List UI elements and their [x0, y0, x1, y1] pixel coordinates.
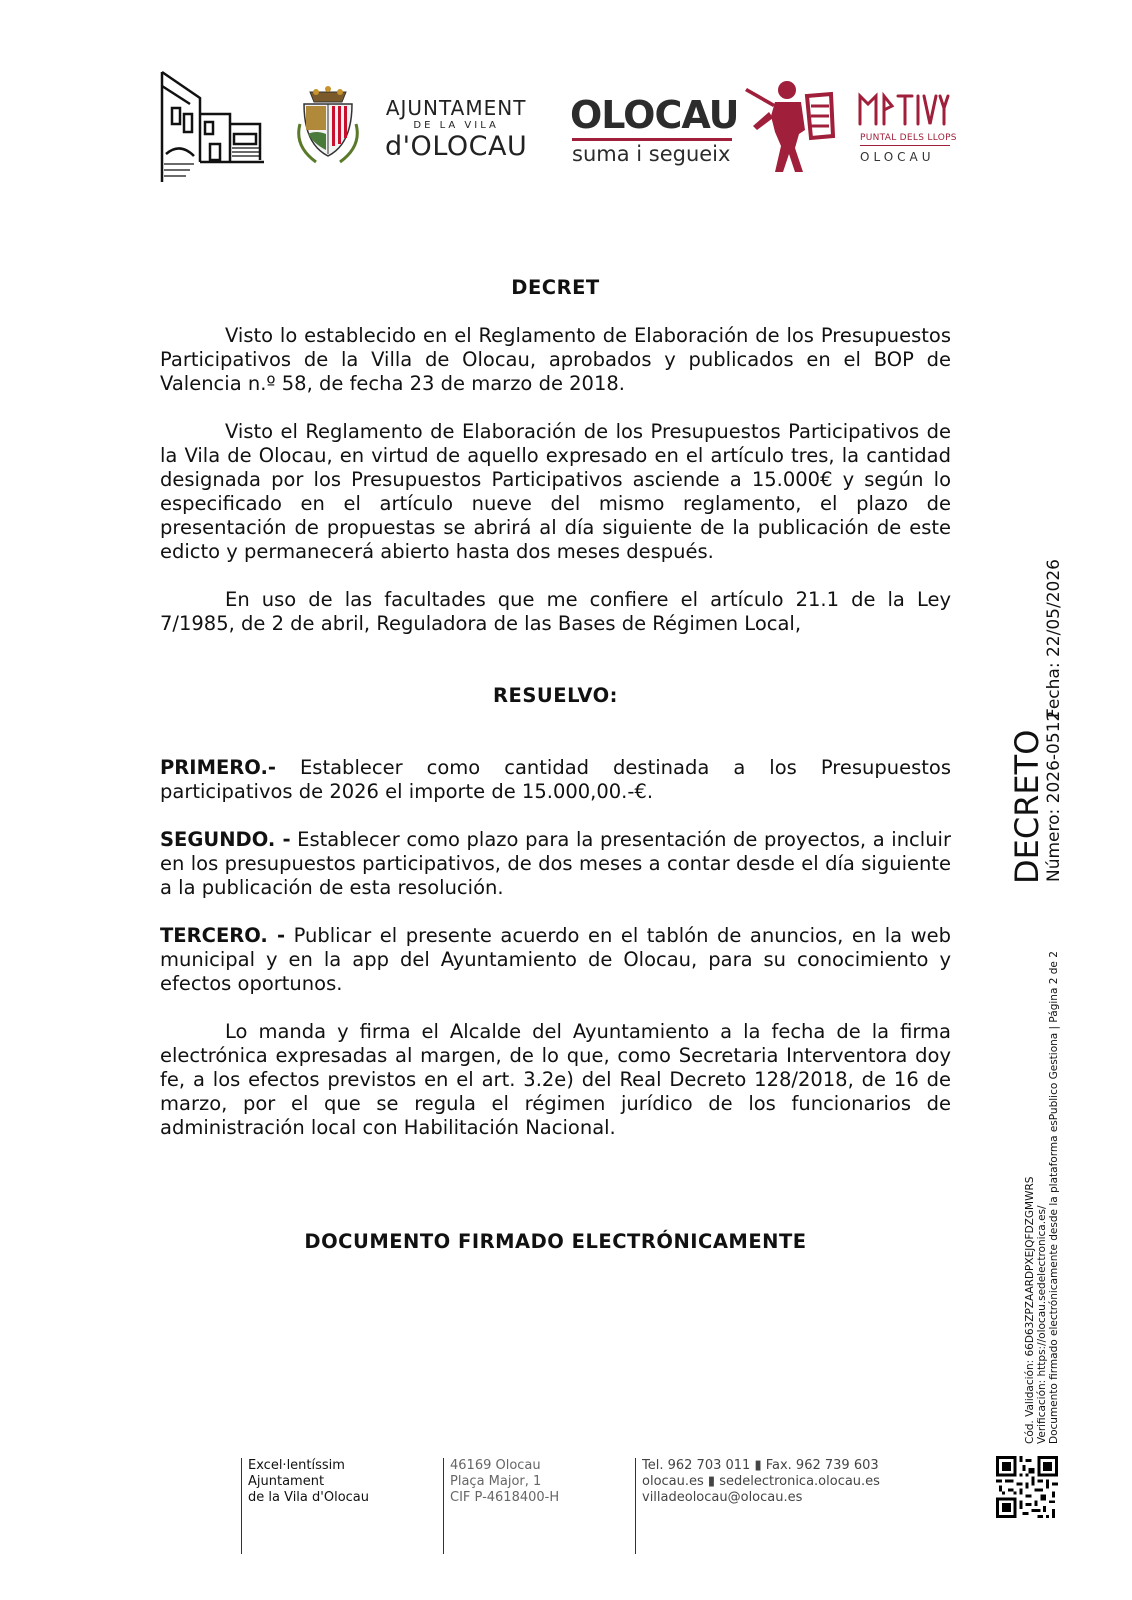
margin-fecha: Fecha: 22/05/2026 [1044, 559, 1064, 718]
paragraph-1: Visto lo establecido en el Reglamento de Elaboración de los Presupuestos Participativos de la Villa de Olocau, aprobados y publicados en el BOP de Valencia n.º 58, de fecha 23 de marzo de 2018. [160, 324, 951, 395]
margin-validation-code: Cód. Validación: 66D63ZPZAARDPXEJQFDZGMWRS [1024, 1176, 1036, 1444]
ajuntament-line2: DE LA VILA [413, 120, 499, 131]
paragraph-4: Lo manda y firma el Alcalde del Ayuntamiento a la fecha de la firma electrónica expresadas al margen, de lo que, como Secretaria Interventora doy fe, a los efectos previstos en el art. 3.2e) del Real Decreto 128/2018, de 16 de marzo, por el que se regula el régimen jurídico de los funcionarios de administración local con Habilitación Nacional. [160, 1020, 951, 1139]
footer-institution-line3: de la Vila d'Olocau [248, 1490, 369, 1505]
item-1-text: Establecer como cantidad destinada a los Presupuestos participativos de 2026 el importe de 15.000,00.-€. [160, 756, 951, 803]
footer-institution-line2: Ajuntament [248, 1474, 325, 1489]
decree-title: DECRET [511, 276, 600, 299]
puntal-olocau-label: OLOCAU [860, 150, 935, 164]
item-2-label: SEGUNDO. - [160, 828, 291, 851]
puntal-divider [860, 145, 950, 146]
iberian-script-glyph [858, 90, 950, 128]
olocau-underline [572, 138, 732, 141]
footer-divider-3 [635, 1458, 636, 1554]
footer-email: villadeolocau@olocau.es [642, 1490, 803, 1505]
item-3-text: Publicar el presente acuerdo en el tablón de anuncios, en la web municipal y en la app del Ayuntamiento de Olocau, para su conocimiento y efectos oportunos. [160, 924, 951, 995]
paragraph-3: En uso de las facultades que me confiere el artículo 21.1 de la Ley 7/1985, de 2 de abril, Reguladora de las Bases de Régimen Local, [160, 588, 951, 635]
margin-verification-url: Verificación: https://olocau.sedelectronica.es/ [1036, 1205, 1048, 1444]
item-2-text: Establecer como plazo para la presentación de proyectos, a incluir en los presupuestos participativos, de dos meses a contar desde el día siguiente a la publicación de esta resolución. [160, 828, 951, 899]
footer-divider-1 [241, 1458, 242, 1554]
ajuntament-line1: AJUNTAMENT [385, 96, 527, 120]
footer-divider-2 [443, 1458, 444, 1554]
footer-address-line1: 46169 Olocau [450, 1458, 541, 1473]
qr-code [996, 1456, 1058, 1518]
resolution-item-2 [160, 828, 951, 900]
village-sketch-logo [160, 64, 265, 186]
resolution-item-3 [160, 924, 951, 996]
footer-phone-fax: Tel. 962 703 011 ▮ Fax. 962 739 603 [642, 1458, 879, 1473]
item-1-label: PRIMERO.- [160, 756, 276, 779]
footer-address-line3: CIF P-4618400-H [450, 1490, 560, 1505]
item-3-label: TERCERO. - [160, 924, 286, 947]
margin-platform-note: Documento firmado electrónicamente desde la plataforma esPublico Gestiona | Página 2 de 2 [1048, 951, 1060, 1444]
footer-address [450, 1458, 559, 1506]
letterhead [160, 62, 960, 192]
footer-websites: olocau.es ▮ sedelectronica.olocau.es [642, 1474, 880, 1489]
ajuntament-line3: d'OLOCAU [385, 131, 528, 162]
footer-address-line2: Plaça Major, 1 [450, 1474, 542, 1489]
signed-electronically: DOCUMENTO FIRMADO ELECTRÓNICAMENTE [304, 1230, 807, 1253]
coat-of-arms-logo [296, 84, 360, 166]
olocau-slogan: suma i segueix [572, 142, 731, 166]
puntal-dels-llops-label: PUNTAL DELS LLOPS [860, 133, 957, 143]
footer-institution-line1: Excel·lentíssim [248, 1458, 345, 1473]
iberian-warrior-logo [745, 76, 841, 176]
paragraph-2: Visto el Reglamento de Elaboración de los Presupuestos Participativos de la Vila de Olocau, en virtud de aquello expresado en el artículo tres, la cantidad designada por los Presupuestos Participativos asciende a 15.000€ y según lo especificado en el artículo nueve del mismo reglamento, el plazo de presentación de propuestas se abrirá al día siguiente de la publicación de este edicto y permanecerá abierto hasta dos meses después. [160, 420, 951, 563]
decree-body [160, 276, 951, 1254]
footer-institution [248, 1458, 369, 1506]
resolution-item-1 [160, 756, 951, 804]
margin-decreto: DECRETO [1008, 729, 1046, 884]
margin-numero: Número: 2026-0512 [1044, 710, 1064, 882]
ajuntament-wordmark [385, 98, 527, 160]
footer-contact [642, 1458, 880, 1506]
resolve-title: RESUELVO: [493, 684, 618, 707]
olocau-brand: OLOCAU [570, 93, 739, 137]
